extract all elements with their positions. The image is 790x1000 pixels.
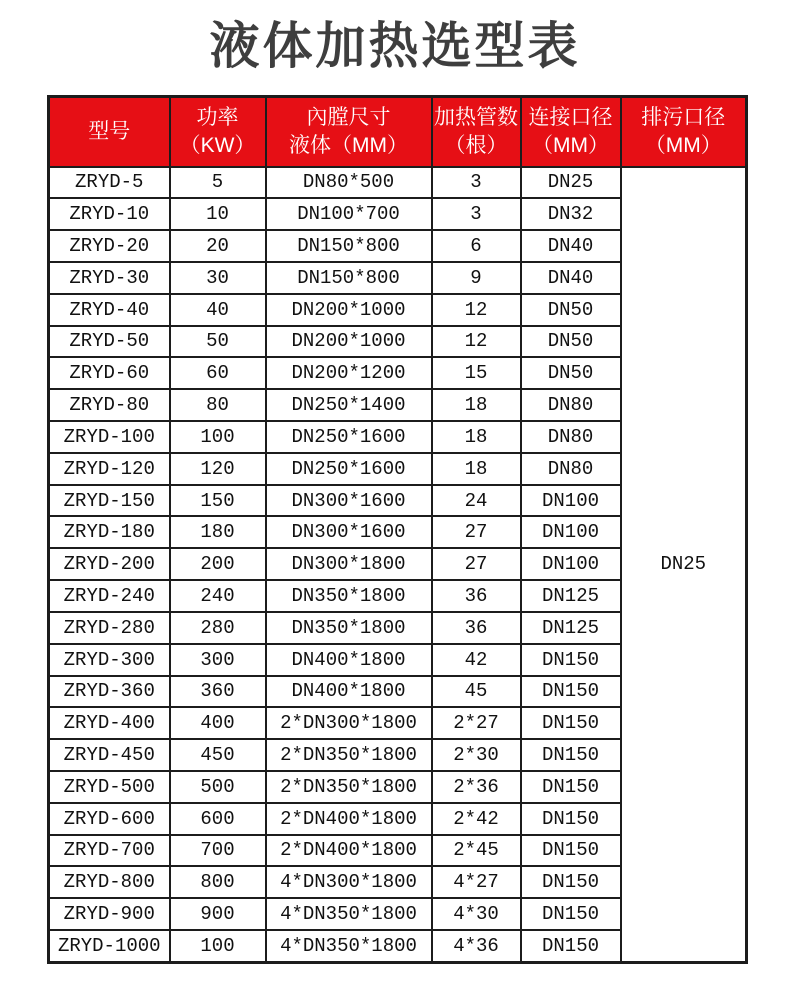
- table-cell: 500: [170, 771, 266, 803]
- table-cell: 36: [432, 612, 521, 644]
- table-cell: 400: [170, 707, 266, 739]
- table-cell: DN40: [521, 262, 621, 294]
- table-cell: 42: [432, 644, 521, 676]
- table-cell: 12: [432, 326, 521, 358]
- table-cell: 18: [432, 453, 521, 485]
- table-cell: DN250*1600: [266, 421, 432, 453]
- table-cell: DN80: [521, 389, 621, 421]
- table-body: [49, 167, 747, 963]
- table-cell: DN50: [521, 357, 621, 389]
- selection-table: [47, 95, 748, 964]
- table-cell: DN150: [521, 644, 621, 676]
- table-cell: DN300*1600: [266, 485, 432, 517]
- table-cell: 280: [170, 612, 266, 644]
- table-cell: 6: [432, 230, 521, 262]
- table-cell: DN50: [521, 326, 621, 358]
- table-cell: 360: [170, 676, 266, 708]
- table-cell: DN150: [521, 835, 621, 867]
- page-title: 液体加热选型表: [209, 18, 581, 74]
- table-row: [49, 167, 747, 199]
- table-cell: 2*30: [432, 739, 521, 771]
- table-cell: ZRYD-60: [49, 357, 170, 389]
- table-cell: DN350*1800: [266, 612, 432, 644]
- table-cell: 2*36: [432, 771, 521, 803]
- table-cell: 150: [170, 485, 266, 517]
- table-cell: DN150: [521, 771, 621, 803]
- table-cell: 2*DN300*1800: [266, 707, 432, 739]
- table-cell: DN80*500: [266, 167, 432, 199]
- table-cell: 800: [170, 866, 266, 898]
- col-header-drain-diameter: [621, 97, 747, 167]
- table-cell: 10: [170, 198, 266, 230]
- table-cell: 4*36: [432, 930, 521, 963]
- col-header-drain-diameter-line2: （MM）: [644, 133, 722, 157]
- table-cell: DN150: [521, 930, 621, 963]
- table-cell: DN100: [521, 485, 621, 517]
- table-cell: ZRYD-300: [49, 644, 170, 676]
- table-cell: 2*DN350*1800: [266, 771, 432, 803]
- table-cell: 4*27: [432, 866, 521, 898]
- table-cell: ZRYD-900: [49, 898, 170, 930]
- table-cell: 50: [170, 326, 266, 358]
- table-cell: 2*DN350*1800: [266, 739, 432, 771]
- table-cell: 5: [170, 167, 266, 199]
- table-cell: DN100: [521, 516, 621, 548]
- table-cell: ZRYD-280: [49, 612, 170, 644]
- table-cell: DN150: [521, 707, 621, 739]
- table-cell: DN300*1600: [266, 516, 432, 548]
- col-header-chamber-size-line2: 液体（MM）: [289, 133, 408, 157]
- table-cell: ZRYD-10: [49, 198, 170, 230]
- col-header-tube-count: [432, 97, 521, 167]
- table-cell: DN40: [521, 230, 621, 262]
- table-cell: 4*DN350*1800: [266, 898, 432, 930]
- table-cell: 100: [170, 421, 266, 453]
- col-header-chamber-size: [266, 97, 432, 167]
- col-header-connection-diameter: [521, 97, 621, 167]
- table-cell: ZRYD-360: [49, 676, 170, 708]
- table-cell: 4*DN300*1800: [266, 866, 432, 898]
- drain-diameter-merged-cell: DN25: [621, 167, 747, 963]
- table-cell: 4*30: [432, 898, 521, 930]
- table-cell: 18: [432, 421, 521, 453]
- table-cell: 80: [170, 389, 266, 421]
- col-header-power-line1: 功率: [196, 106, 239, 130]
- table-cell: 27: [432, 548, 521, 580]
- table-cell: ZRYD-1000: [49, 930, 170, 963]
- col-header-model: [49, 97, 170, 167]
- table-cell: 2*27: [432, 707, 521, 739]
- table-cell: DN350*1800: [266, 580, 432, 612]
- table-cell: DN150*800: [266, 230, 432, 262]
- table-cell: ZRYD-180: [49, 516, 170, 548]
- table-cell: 2*DN400*1800: [266, 835, 432, 867]
- table-cell: DN125: [521, 612, 621, 644]
- table-cell: 30: [170, 262, 266, 294]
- table-cell: 2*45: [432, 835, 521, 867]
- table-cell: DN200*1000: [266, 294, 432, 326]
- table-cell: DN150: [521, 803, 621, 835]
- table-cell: 300: [170, 644, 266, 676]
- table-cell: DN50: [521, 294, 621, 326]
- table-cell: ZRYD-40: [49, 294, 170, 326]
- table-cell: 200: [170, 548, 266, 580]
- col-header-tube-count-line2: （根）: [444, 133, 508, 157]
- table-cell: DN250*1600: [266, 453, 432, 485]
- table-header-row: [49, 97, 747, 167]
- table-cell: ZRYD-800: [49, 866, 170, 898]
- table-cell: 120: [170, 453, 266, 485]
- table-cell: ZRYD-240: [49, 580, 170, 612]
- col-header-power: [170, 97, 266, 167]
- table-cell: ZRYD-200: [49, 548, 170, 580]
- table-cell: 450: [170, 739, 266, 771]
- table-cell: 240: [170, 580, 266, 612]
- table-cell: DN100*700: [266, 198, 432, 230]
- table-cell: DN150: [521, 866, 621, 898]
- col-header-connection-diameter-line2: （MM）: [532, 133, 609, 157]
- table-cell: 3: [432, 167, 521, 199]
- table-cell: DN80: [521, 421, 621, 453]
- table-cell: 15: [432, 357, 521, 389]
- table-cell: 18: [432, 389, 521, 421]
- table-cell: 2*42: [432, 803, 521, 835]
- table-cell: 700: [170, 835, 266, 867]
- table-cell: DN200*1000: [266, 326, 432, 358]
- col-header-power-line2: （KW）: [179, 133, 256, 157]
- table-cell: 180: [170, 516, 266, 548]
- col-header-model-line1: 型号: [88, 120, 131, 144]
- table-cell: ZRYD-600: [49, 803, 170, 835]
- table-cell: DN25: [521, 167, 621, 199]
- table-cell: ZRYD-80: [49, 389, 170, 421]
- table-cell: 600: [170, 803, 266, 835]
- col-header-connection-diameter-line1: 连接口径: [528, 106, 613, 130]
- table-cell: ZRYD-5: [49, 167, 170, 199]
- col-header-tube-count-line1: 加热管数: [434, 106, 518, 130]
- table-cell: 24: [432, 485, 521, 517]
- table-cell: ZRYD-700: [49, 835, 170, 867]
- col-header-chamber-size-line1: 內膛尺寸: [306, 106, 391, 130]
- table-cell: 3: [432, 198, 521, 230]
- table-cell: DN32: [521, 198, 621, 230]
- table-cell: DN250*1400: [266, 389, 432, 421]
- table-cell: 100: [170, 930, 266, 963]
- table-cell: 40: [170, 294, 266, 326]
- table-cell: 36: [432, 580, 521, 612]
- table-cell: DN125: [521, 580, 621, 612]
- table-cell: ZRYD-50: [49, 326, 170, 358]
- table-cell: DN400*1800: [266, 676, 432, 708]
- table-cell: 27: [432, 516, 521, 548]
- table-cell: ZRYD-450: [49, 739, 170, 771]
- table-cell: ZRYD-150: [49, 485, 170, 517]
- table-cell: DN200*1200: [266, 357, 432, 389]
- table-cell: 9: [432, 262, 521, 294]
- table-cell: DN150: [521, 676, 621, 708]
- table-cell: DN150: [521, 898, 621, 930]
- table-cell: 4*DN350*1800: [266, 930, 432, 963]
- table-cell: ZRYD-120: [49, 453, 170, 485]
- table-cell: DN80: [521, 453, 621, 485]
- table-cell: 2*DN400*1800: [266, 803, 432, 835]
- table-cell: 12: [432, 294, 521, 326]
- table-cell: DN150: [521, 739, 621, 771]
- col-header-drain-diameter-line1: 排污口径: [641, 106, 726, 130]
- table-cell: ZRYD-500: [49, 771, 170, 803]
- table-cell: ZRYD-20: [49, 230, 170, 262]
- table-cell: 60: [170, 357, 266, 389]
- table-cell: 20: [170, 230, 266, 262]
- table-cell: DN300*1800: [266, 548, 432, 580]
- table-cell: ZRYD-400: [49, 707, 170, 739]
- table-cell: DN400*1800: [266, 644, 432, 676]
- table-cell: ZRYD-100: [49, 421, 170, 453]
- table-cell: ZRYD-30: [49, 262, 170, 294]
- table-cell: DN100: [521, 548, 621, 580]
- table-cell: 45: [432, 676, 521, 708]
- table-cell: 900: [170, 898, 266, 930]
- table-cell: DN150*800: [266, 262, 432, 294]
